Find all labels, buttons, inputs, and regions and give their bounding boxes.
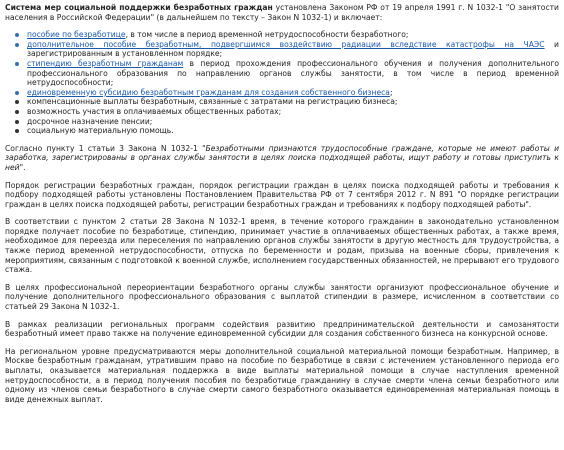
intro-paragraph [5, 3, 559, 22]
definition-lead: Согласно пункту 1 статьи 3 Закона N 1032-1 [5, 143, 203, 153]
unemployment-benefit-link[interactable]: пособие по безработице [27, 30, 126, 40]
document-body [5, 3, 559, 404]
chernobyl-benefit-link[interactable]: дополнительное пособие безработным, подвергшимся воздействию радиации вследствие катастрофы на ЧАЭС [27, 39, 545, 49]
list-item-text: возможность участия в оплачиваемых общественных работах; [27, 106, 282, 116]
stipend-link[interactable]: стипендию безработным гражданам [27, 58, 184, 68]
work-experience-paragraph: В соответствии с пунктом 2 статьи 28 Закона N 1032-1 время, в течение которого гражданин в законодательно установленном порядке получает пособие по безработице, стипендию, принимает участие в оплачиваемых общественных работах, а также время, необходимое для переезда или переселения по направлению органов службы занятости в другую местность для трудоустройства, а также период временной нетрудоспособности, отпуска по беременности и родам, призыва на военные сборы, привлечения к мероприятиям, связанным с подготовкой к военной службе, исполнением государственных обязанностей, не прерывают его трудового стажа. [5, 217, 559, 275]
list-item [27, 97, 559, 107]
intro-text: установлена Законом РФ от 19 апреля 1991 г. N 1032-1 "О занятости населения в Российской Федерации" (в дальнейшем по тексту – Закон N 1032-1) и включает: [5, 3, 559, 22]
business-subsidy-link[interactable]: единовременную субсидию безработным гражданам для создания собственного бизнеса [27, 87, 390, 97]
regional-assistance-paragraph: На региональном уровне предусматриваются меры дополнительной социальной материальной помощи безработным. Например, в Москве безработным гражданам, утратившим право на пособие по безработице в связи с истечением установленного периода его выплаты, оказывается материальная поддержка в виде выплаты материальной помощи в случае наступления временной нетрудоспособности, а в период получения пособия по безработице гражданину в случае смерти члена семьи безработного или одному из членов семьи безработного в случае смерти самого безработного оказывается единовременная материальная помощь в виде денежных выплат. [5, 346, 559, 404]
definition-tail: . [23, 162, 26, 172]
list-item [27, 107, 559, 117]
list-item-text: , в том числе в период временной нетрудоспособности безработного; [125, 30, 409, 40]
list-item [27, 30, 559, 40]
list-item [27, 40, 559, 59]
intro-heading: Система мер социальной поддержки безработных граждан [5, 3, 273, 12]
list-item-text: досрочное назначение пенсии; [27, 116, 153, 126]
list-item-text: в период прохождения профессионального обучения и получения дополнительного профессионального образования по направлению органов службы занятости, в том числе в период временной нетрудоспособности; [27, 58, 560, 88]
list-item-text: ; [389, 87, 393, 97]
list-item [27, 117, 559, 127]
list-item-text: социальную материальную помощь. [27, 126, 174, 136]
regional-programs-paragraph: В рамках реализации региональных программ содействия развитию предпринимательской деятельности и самозанятости безработный имеет право также на получение единовременной субсидии для создания собственного бизнеса на конкурсной основе. [5, 319, 559, 339]
unemployed-definition-paragraph [5, 144, 559, 173]
retraining-paragraph: В целях профессиональной переориентации безработного органы службы занятости организуют профессиональное обучение и получение дополнительного профессионального образования с выплатой стипендии в размере, исчисленном в соответствии со статьей 29 Закона N 1032-1. [5, 282, 559, 312]
list-item-text: и зарегистрированным в установленном порядке; [27, 39, 559, 59]
list-item-text: компенсационные выплаты безработным, связанные с затратами на регистрацию бизнеса; [27, 97, 398, 107]
definition-quote: "Безработными признаются трудоспособные граждане, которые не имеют работы и заработка, зарегистрированы в органах службы занятости в целях поиска подходящей работы, ищут работу и готовы приступить к ней" [5, 143, 560, 172]
list-item [27, 88, 559, 98]
support-measures-list [5, 30, 559, 136]
list-item [27, 59, 559, 88]
registration-paragraph: Порядок регистрации безработных граждан, порядок регистрации граждан в целях поиска подходящей работы и требования к подбору подходящей работы установлены Постановлением Правительства РФ от 7 сентября 2012 г. N 891 "О порядке регистрации граждан в целях поиска подходящей работы, регистрации безработных граждан и требованиях к подбору подходящей работы". [5, 180, 559, 209]
list-item [27, 126, 559, 136]
